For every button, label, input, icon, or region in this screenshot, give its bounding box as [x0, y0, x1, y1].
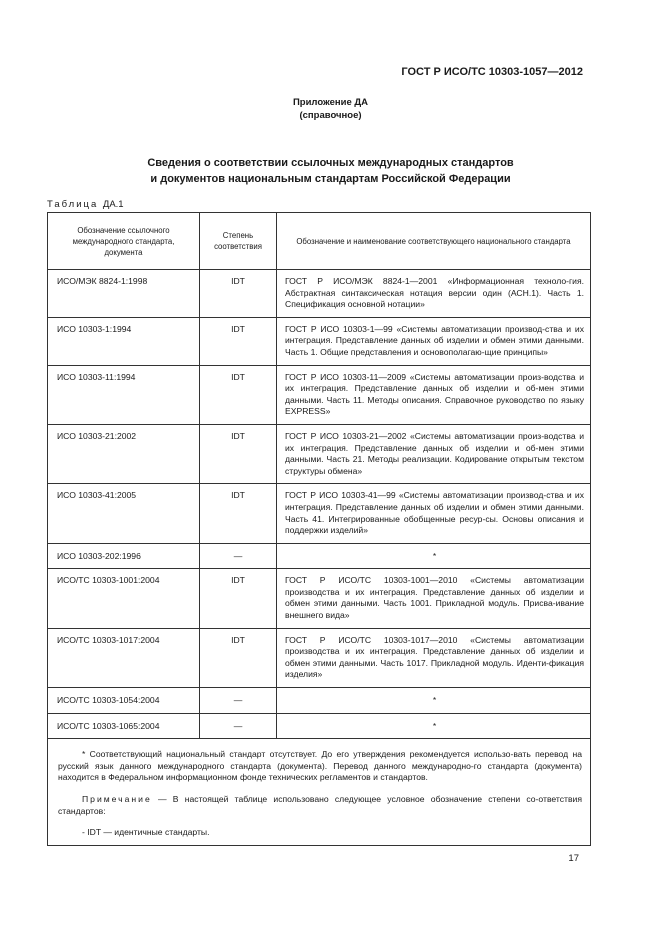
- cell-national: ГОСТ Р ИСО/ТС 10303-1001—2010 «Системы автоматизации производства и их интеграция. Представление данных об изделии и обмен этими данными. Часть 1001. Прикладной модуль. Присва-ивание внешнего вида»: [277, 569, 591, 628]
- cell-reference: ИСО 10303-202:1996: [48, 543, 200, 569]
- cell-degree: IDT: [200, 424, 277, 483]
- cell-reference: ИСО 10303-11:1994: [48, 365, 200, 424]
- document-code: ГОСТ Р ИСО/ТС 10303-1057—2012: [401, 66, 583, 78]
- table-row: [48, 317, 591, 365]
- note-item: - IDT — идентичные стандарты.: [82, 827, 210, 838]
- table-footnote-cell: [48, 739, 591, 846]
- table-row: [48, 688, 591, 714]
- cell-degree: IDT: [200, 317, 277, 365]
- cell-national: ГОСТ Р ИСО 10303-1—99 «Системы автоматизации производ-ства и их интеграция. Представление данных об изделии и обмен этими данными. Часть 1. Общие представления и основополагаю-щие принципы»: [277, 317, 591, 365]
- header-national-standard: Обозначение и наименование соответствующего национального стандарта: [277, 213, 591, 270]
- cell-reference: ИСО 10303-21:2002: [48, 424, 200, 483]
- cell-reference: ИСО/ТС 10303-1065:2004: [48, 713, 200, 739]
- cell-reference: ИСО/ТС 10303-1054:2004: [48, 688, 200, 714]
- cell-reference: ИСО/ТС 10303-1017:2004: [48, 628, 200, 687]
- table-footnote-row: [48, 739, 591, 846]
- cell-national: ГОСТ Р ИСО/ТС 10303-1017—2010 «Системы автоматизации производства и их интеграция. Представление данных об изделии и обмен этими данными. Часть 1017. Прикладной модуль. Иденти-фикация изделия»: [277, 628, 591, 687]
- section-title-line-2: и документов национальным стандартам Российской Федерации: [150, 173, 511, 185]
- table-row: [48, 713, 591, 739]
- table-row: [48, 484, 591, 543]
- appendix-heading: [0, 96, 661, 122]
- footnote-text: * Соответствующий национальный стандарт отсутствует. До его утверждения рекомендуется использо-вать перевод на русский язык данного международного стандарта (документа). Перевод данного международно-го стандарта (документа) находится в Федеральном информационном фонде технических регламентов и стандартов.: [58, 749, 582, 783]
- table-row: [48, 569, 591, 628]
- table-row: [48, 628, 591, 687]
- cell-degree: —: [200, 713, 277, 739]
- table-row: [48, 365, 591, 424]
- table-row: [48, 424, 591, 483]
- table-label-word: Таблица: [47, 199, 99, 210]
- cell-national: *: [277, 713, 591, 739]
- header-degree: Степень соответствия: [200, 213, 277, 270]
- cell-degree: IDT: [200, 569, 277, 628]
- cell-national: ГОСТ Р ИСО 10303-21—2002 «Системы автоматизации произ-водства и их интеграция. Представление данных об изделии и об-мен этими данными. Часть 21. Методы реализации. Кодирование открытым текстом структуры обмена»: [277, 424, 591, 483]
- table-label-number: ДА.1: [102, 199, 124, 210]
- cell-national: ГОСТ Р ИСО 10303-11—2009 «Системы автоматизации произ-водства и их интеграция. Представление данных об изделии и об-мен этими данными. Часть 11. Методы описания. Справочное руководство по языку EXPRESS»: [277, 365, 591, 424]
- cell-national: ГОСТ Р ИСО 10303-41—99 «Системы автоматизации производ-ства и их интеграция. Представление данных об изделии и обмен этими данными. Часть 41. Интегрированные обобщенные ресур-сы. Основы описания и поддержки изделий»: [277, 484, 591, 543]
- cell-degree: IDT: [200, 270, 277, 318]
- cell-reference: ИСО/МЭК 8824-1:1998: [48, 270, 200, 318]
- table-row: [48, 270, 591, 318]
- appendix-type: (справочное): [299, 110, 362, 121]
- section-title-line-1: Сведения о соответствии ссылочных международных стандартов: [147, 157, 514, 169]
- section-title: [0, 155, 661, 187]
- cell-national: *: [277, 543, 591, 569]
- cell-degree: IDT: [200, 484, 277, 543]
- header-reference-standard: Обозначение ссылочного международного стандарта, документа: [48, 213, 200, 270]
- cell-reference: ИСО 10303-1:1994: [48, 317, 200, 365]
- note-label: Примечание: [82, 794, 152, 804]
- note-paragraph: [58, 794, 582, 817]
- cell-degree: IDT: [200, 628, 277, 687]
- appendix-title: Приложение ДА: [292, 97, 369, 108]
- table-header-row: [48, 213, 591, 270]
- correspondence-table: [47, 212, 591, 846]
- cell-degree: —: [200, 688, 277, 714]
- note-text: — В настоящей таблице использовано следующее условное обозначение степени со-ответствия стандартов:: [58, 794, 582, 816]
- cell-reference: ИСО 10303-41:2005: [48, 484, 200, 543]
- cell-national: ГОСТ Р ИСО/МЭК 8824-1—2001 «Информационная техноло-гия. Абстрактная синтаксическая нотация версии один (АСН.1). Часть 1. Спецификация основной нотации»: [277, 270, 591, 318]
- cell-reference: ИСО/ТС 10303-1001:2004: [48, 569, 200, 628]
- cell-degree: —: [200, 543, 277, 569]
- table-row: [48, 543, 591, 569]
- table-label: [47, 199, 124, 210]
- cell-national: *: [277, 688, 591, 714]
- cell-degree: IDT: [200, 365, 277, 424]
- page-number: 17: [568, 853, 579, 864]
